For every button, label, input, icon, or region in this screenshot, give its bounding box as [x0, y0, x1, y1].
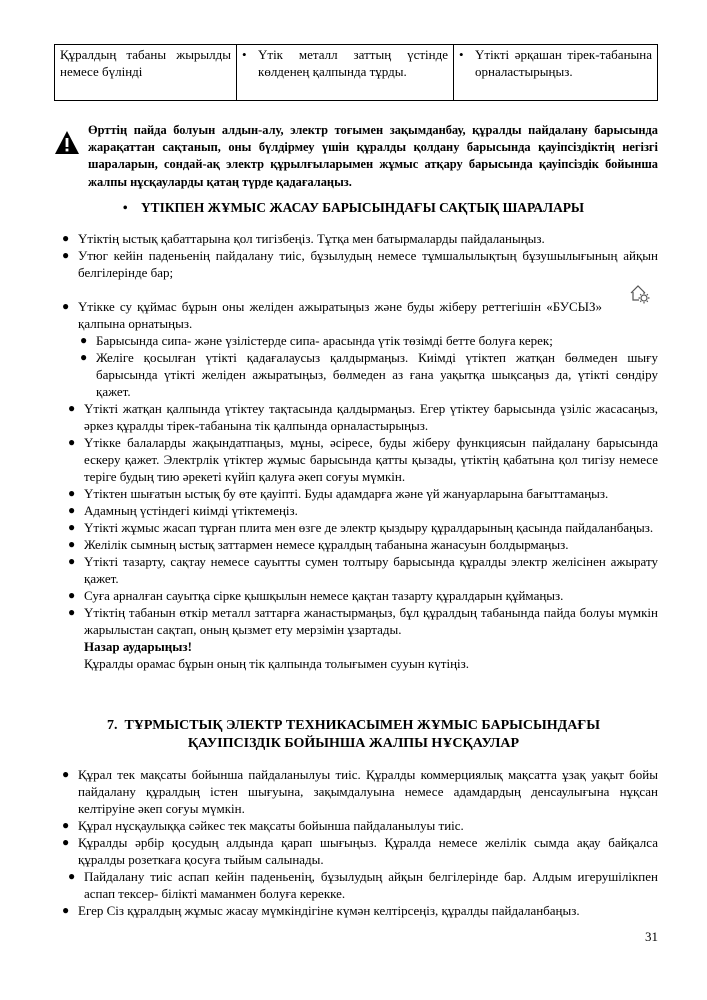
list-item: ● Желілік сымның ыстық заттармен немесе құралдың табанына жанасуын болдырмаңыз. [68, 537, 569, 552]
list-item: ● Үтіктің табанын өткір металл заттарға жанастырмаңыз, бұл құралдың табанында пайда болуы мүмкін жарылыстан сақтап, оның қызмет ету мерзімін ұзартады. [68, 605, 658, 637]
list-item: ● Үтіктен шығатын ыстық бу өте қауіпті. Буды адамдарға және үй жануарларына бағыттамаңыз. [68, 486, 609, 501]
general-safety-list [62, 766, 658, 919]
list-item: ● Адамның үстіндегі киімді үтіктемеңіз. [68, 503, 298, 518]
list-item: ● Құрал нұсқаулыққа сәйкес тек мақсаты бойынша пайдаланылуы тиіс. [62, 818, 464, 833]
list-item: ● Утюг кейін паденьенің пайдалану тиіс, бұзылудың немесе тұмшалылықтың бұзушылығының айқын белгілерінде бар; [62, 248, 658, 280]
table-cell-solution: • Үтікті әрқашан тірек-табанына орналастырыңыз. [454, 45, 658, 101]
list-item: ● Барысында сипа- және үзілістерде сипа- арасында үтік төзімді бетте болуға керек; [80, 333, 553, 348]
list-item: ● Үтіктің ыстық қабаттарына қол тигізбеңіз. Тұтқа мен батырмаларды пайдаланыңыз. [62, 231, 545, 246]
list-item: ● Үтікті тазарту, сақтау немесе сауытты сумен толтыру барысында құралды электр желісінен ажырату қажет. [68, 554, 658, 586]
list-item: ● Пайдалану тиіс аспап кейін паденьенің, бұзылудың айқын белгілерінде бар. Алдым игерушілікпен аспап тексер- білікті маманмен болуға керекке. [68, 869, 658, 901]
list-item: ● Құралды әрбір қосудың алдында қарап шығыңыз. Құралда немесе желілік сымда ақау байқалса құралды розеткаға қосуға тыйым салынады. [62, 835, 658, 867]
list-item: ● Үтікті жұмыс жасап тұрған плита мен өзге де электр қыздыру құралдарының қасында пайдаланбаңыз. [68, 520, 654, 535]
list-item: ● Құрал тек мақсаты бойынша пайдаланылуы тиіс. Құралды коммерциялық мақсатта ұзақ уақыт бойы пайдалану құралдың істен шығуына, зақымдалуына немесе адамдардың денсаулығына нұқсан келтіруіне әкеп соғуы мүмкін. [62, 767, 658, 816]
table-cell-problem: Құралдың табаны жырылды немесе бүлінді [55, 45, 237, 101]
top-table [54, 44, 658, 101]
list-item: ● Үтікке балаларды жақындатпаңыз, мұны, әсіресе, буды жіберу функциясын пайдалану барысында ескеру қажет. Электрлік үтіктер жұмыс барысында қатты қызады, үтіктің қабатына қол тигізу немесе теріге будың тию әрекеті күйіп қалуға әкеп соғуы мүмкін. [68, 435, 658, 484]
list-item: ● Егер Сіз құралдың жұмыс жасау мүмкіндігіне күмән келтірсеңіз, құралды пайдаланбаңыз. [62, 903, 580, 918]
warning-text: Өрттің пайда болуын алдын-алу, электр тоғымен зақымданбау, құралды пайдалану барысында жарақаттан сақтанып, оны бүлдірмеу үшін құралды қолдану барысында қауіпсіздіктің негізгі шараларын, сондай-ақ электр құрылғыларымен жұмыс атқару барысында қауіпсіздік бойынша жалпы нұсқауларды қатаң түрде қадағалаңыз. [88, 123, 658, 189]
section-heading: • ҮТІКПЕН ЖҰМЫС ЖАСАУ БАРЫСЫНДАҒЫ САҚТЫҚ ШАРАЛАРЫ [122, 200, 585, 215]
page-number: 31 [645, 929, 658, 944]
attention-title: Назар аударыңыз! [84, 639, 192, 654]
bullet-icon: • [122, 200, 141, 215]
table-cell-cause: • Үтік металл заттың үстінде көлденең қалпында тұрды. [237, 45, 454, 101]
list-item: ● Үтікке су құймас бұрын оны желіден ажыратыңыз және буды жіберу реттегішін «БУСЫЗ» қалпына орнатыңыз. [62, 299, 602, 331]
settings-gear-icon [628, 283, 652, 309]
attention-text: Құралды орамас бұрын оның тік қалпында толығымен сууын күтіңіз. [84, 656, 470, 671]
warning-block [54, 122, 658, 191]
section-heading: 7. ТҰРМЫСТЫҚ ЭЛЕКТР ТЕХНИКАСЫМЕН ЖҰМЫС БАРЫСЫНДАҒЫ ҚАУІПСІЗДІК БОЙЫНША ЖАЛПЫ НҰСҚАУЛАР [106, 718, 601, 751]
list-item: ● Үтікті жатқан қалпында үтіктеу тақтасында қалдырмаңыз. Егер үтіктеу барысында үзіліс жасасаңыз, әркез құралды тірек-табанына тік қалпында орналастырыңыз. [68, 401, 658, 433]
bullet-icon: • [242, 47, 247, 62]
bullet-icon: • [459, 47, 464, 62]
safety-list [62, 230, 658, 672]
list-item: ● Желіге қосылған үтікті қадағалаусыз қалдырмаңыз. Киімді үтіктеп жатқан бөлмеден шығу барысында үтікті желіден ажыратыңыз, бөлмеден аз ғана уақытқа шықсаңыз да, үтікті сөндіру қажет. [80, 350, 658, 399]
table-row [55, 45, 658, 101]
list-item: ● Суға арналған сауытқа сірке қышқылын немесе қақтан тазарту құралдарын құймаңыз. [68, 588, 564, 603]
warning-triangle-icon [54, 122, 88, 191]
